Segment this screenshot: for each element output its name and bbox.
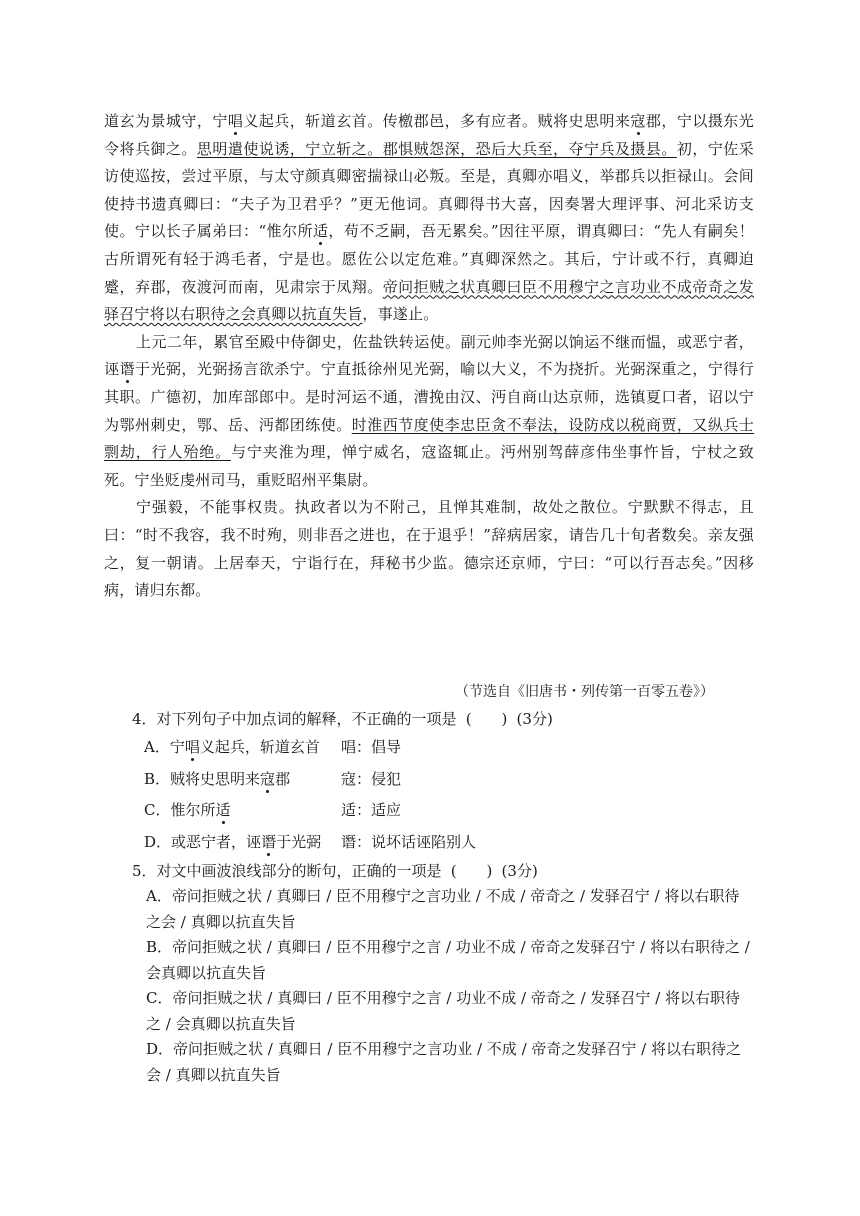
option-text: 帝问拒贼之状 / 真卿曰 / 臣不用穆宁之言 / 功业不成 / 帝奇之 / 发驿召宁 / 将以右职待之 / 会真卿以抗直失旨 (146, 989, 741, 1033)
option-label: C． (146, 989, 173, 1007)
questions-section (132, 706, 754, 1088)
passage-paragraph-2 (104, 329, 754, 495)
points-label: (3分) (501, 862, 538, 880)
text-run: 宁 (169, 738, 185, 756)
question-5-option-d (132, 1037, 754, 1088)
option-label: B． (144, 769, 171, 788)
question-5-option-a (132, 884, 754, 935)
option-label: D． (146, 1040, 174, 1058)
question-text: 5．对文中画波浪线部分的断句，正确的一项是 (132, 862, 442, 880)
question-5-option-c (132, 986, 754, 1037)
points-label: (3分) (516, 710, 553, 728)
dotted-word: 寇 (630, 112, 646, 130)
dotted-word: 谮 (119, 360, 135, 379)
passage-paragraph-1 (104, 108, 754, 329)
question-text: 4．对下列句子中加点词的解释，不正确的一项是 (132, 710, 457, 728)
dotted-word: 谮 (261, 832, 277, 851)
option-sentence (144, 795, 341, 827)
underlined-sentence: 思明遣使说诱，宁立斩之。郡惧贼怨深，恐后大兵至，夺宁兵及摄县。 (196, 139, 677, 158)
source-citation: （节选自《旧唐书・列传第一百零五卷》） (455, 684, 714, 700)
answer-blank: ( ) (450, 862, 493, 880)
text-run: 道玄为景城守，宁 (104, 112, 228, 130)
text-run: 与宁夹淮为理，惮宁威名，寇盗辄止。沔州别驾薛彦伟坐事忤旨，宁杖之致死。宁坐贬虔州司马，重贬昭州平集尉。 (104, 443, 754, 489)
text-run: 义起兵，斩道玄首 (199, 738, 320, 756)
question-5-option-b (132, 935, 754, 986)
option-sentence (144, 732, 341, 764)
option-label: B． (146, 938, 173, 956)
text-run: 义起兵，斩道玄首。传檄郡邑，多有应者。贼将史思明来 (243, 112, 631, 130)
dotted-word: 唱 (227, 112, 244, 130)
option-text: 帝问拒贼之状 / 真卿曰 / 臣不用穆宁之言功业 / 不成 / 帝奇之 / 发驿召宁 / 将以右职待之会 / 真卿以抗直失旨 (146, 887, 740, 931)
classical-passage (104, 108, 754, 605)
text-run: 贼将史思明来 (170, 769, 261, 788)
text-run: 于光弼，光弼扬言欲杀宁。宁直抵徐州见光弼，喻以大义，不为挠折。光弼深重之，宁得行其职。广德初，加库部郎中。是时河运不通，漕挽由汉、沔自商山达京师，选镇夏口者，诏以宁为鄂州刺史，鄂、岳、沔都团练使。 (104, 360, 754, 434)
option-text: 帝问拒贼之状 / 真卿曰 / 臣不用穆宁之言 / 功业不成 / 帝奇之发驿召宁 / 将以右职待之 / 会真卿以抗直失旨 (146, 938, 750, 982)
question-4-stem (132, 706, 754, 732)
option-explanation: 谮：说坏话诬陷别人 (341, 832, 477, 851)
underlined-sentence: 时淮西节度使李忠臣贪不奉法，设防戍以税商贾，又纵兵士剽劫，行人殆绝。 (104, 415, 755, 462)
option-explanation: 唱：倡导 (341, 738, 402, 756)
option-sentence (144, 764, 341, 796)
passage-paragraph-3: 宁强毅，不能事权贵。执政者以为不附己，且惮其难制，故处之散位。宁默默不得志，且曰：“时不我容，我不时殉，则非吾之进也，在于退乎！”辞病居家，请告几十旬者数矣。亲友强之，复一朝请。上居奉天，宁诣行在，拜秘书少监。德宗还京师，宁曰：“可以行吾志矣。”因移病，请归东都。 (104, 498, 754, 600)
text-run: 于光弼 (276, 832, 322, 851)
option-label: D． (144, 832, 172, 851)
text-run: ，苟不乏嗣，吾无累矣。”因往平原，谓真卿曰：“先人有嗣矣！古所谓死有轻于鸿毛者，宁是也。愿佐公以定危难。”真卿深然之。其后，宁计或不行，真卿迫蹙，弃郡，夜渡河而南，见肃宗于凤翔。 (104, 222, 754, 296)
text-run: 或恶宁者，诬 (171, 832, 262, 851)
dotted-word: 适 (215, 801, 231, 819)
text-run: 惟尔所 (170, 801, 216, 819)
option-explanation: 适：适应 (341, 801, 402, 819)
question-4-option-d (132, 827, 754, 859)
text-run: 初，宁佐采访使巡按，尝过平原，与太守颜真卿密揣禄山必叛。至是，真卿亦唱义，举郡兵以拒禄山。会间使持书遗真卿曰：“夫子为卫君乎？”更无他词。真卿得书大喜，因奏署大理评事、河北采访支使。宁以长子属弟曰：“惟尔所 (104, 139, 754, 241)
text-run: 郡 (275, 769, 291, 788)
option-text: 帝问拒贼之状 / 真卿日 / 臣不用穆宁之言功业 / 不成 / 帝奇之发驿召宁 / 将以右职待之会 / 真卿以抗直失旨 (146, 1040, 741, 1084)
question-5-stem (132, 858, 754, 884)
option-explanation: 寇：侵犯 (341, 769, 402, 788)
question-4-option-b (132, 764, 754, 796)
option-label: A． (144, 738, 170, 756)
text-run: 上元二年，累官至殿中侍御史，佐盐铁转运使。副元帅李光弼以饷运不继而愠，或恶宁者，诬 (104, 332, 754, 379)
option-label: C． (144, 801, 171, 819)
dotted-word: 唱 (184, 738, 200, 756)
text-run: ，事遂止。 (362, 305, 439, 324)
question-4-option-c (132, 795, 754, 827)
option-sentence (144, 827, 341, 859)
question-4-option-a (132, 732, 754, 764)
dotted-word: 适 (312, 222, 329, 241)
dotted-word: 寇 (260, 769, 276, 788)
wavy-underlined-sentence: 帝问拒贼之状真卿曰臣不用穆宁之言功业不成帝奇之发驿召宁将以右职待之会真卿以抗直失旨 (104, 277, 754, 324)
option-label: A． (146, 887, 172, 905)
text-run: 郡，宁以摄东光令将兵御之。 (104, 112, 754, 158)
answer-blank: ( ) (465, 710, 508, 728)
